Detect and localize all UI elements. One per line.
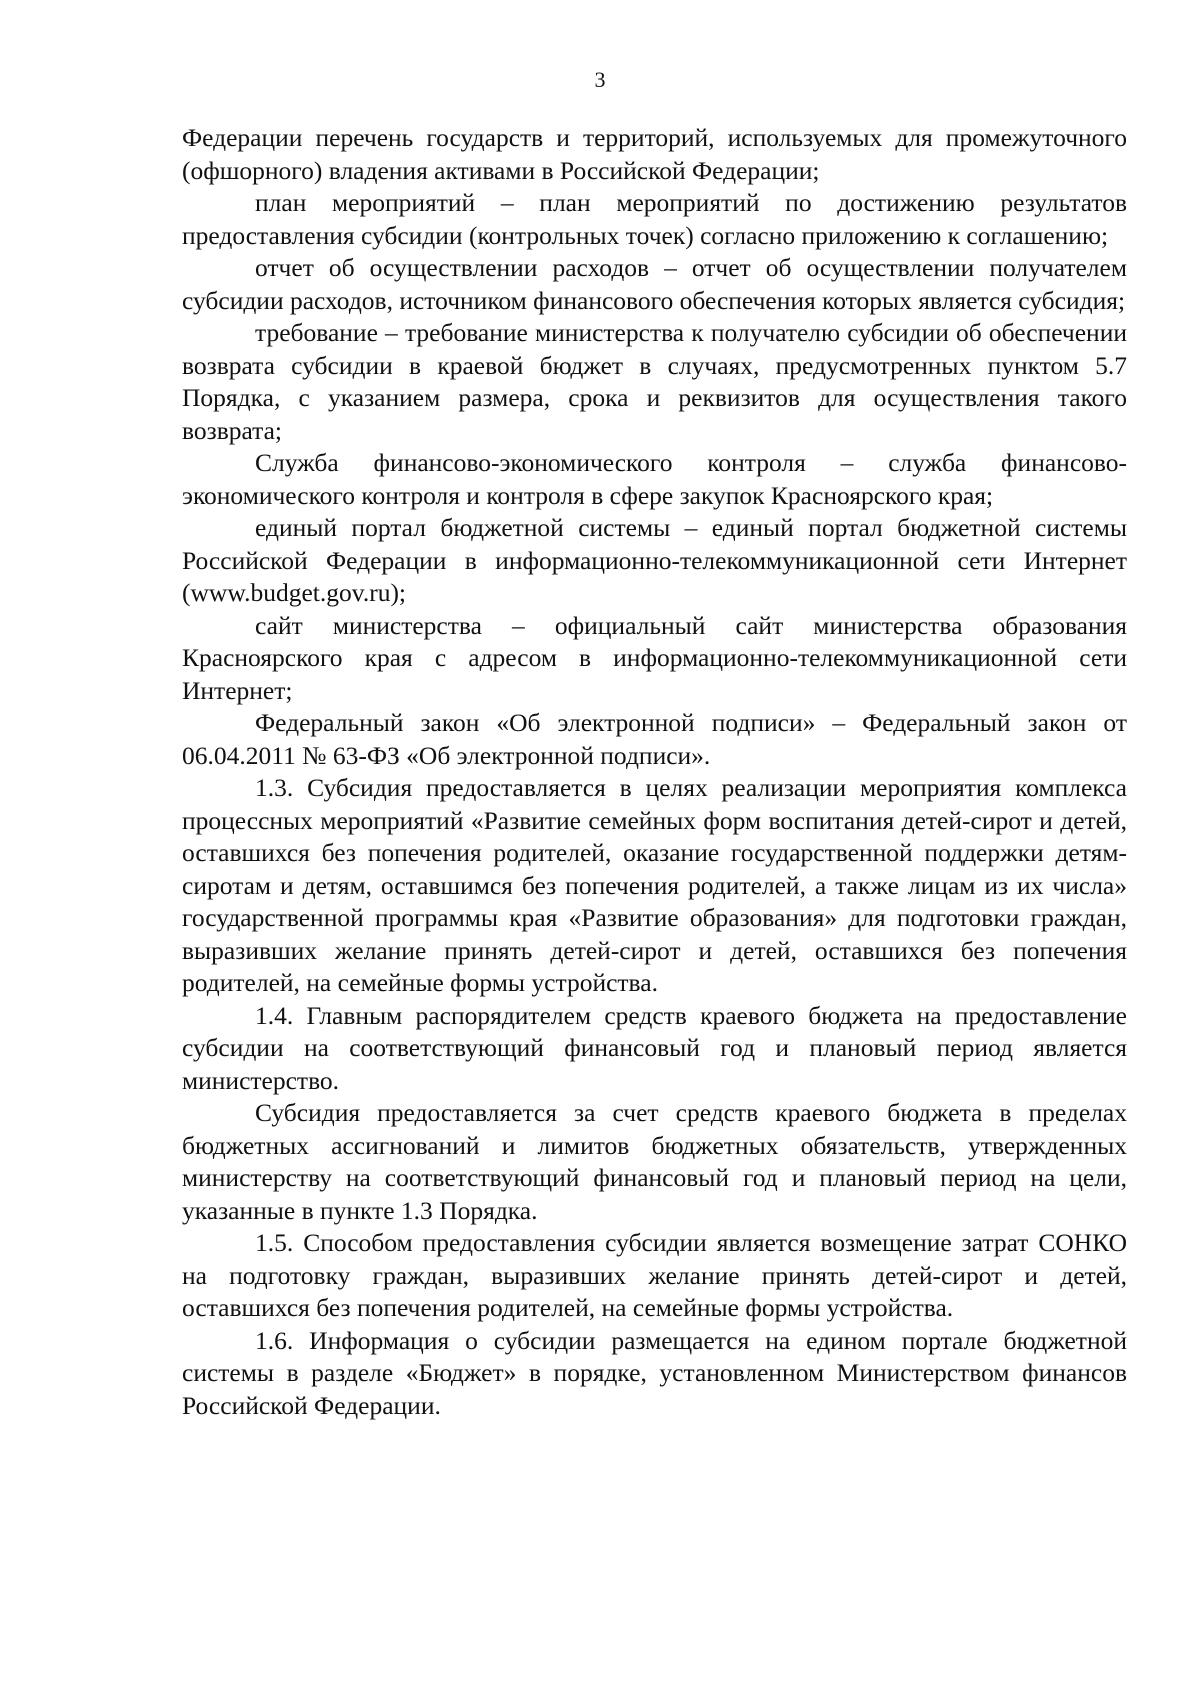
- paragraph: Субсидия предоставляется за счет средств краевого бюджета в пределах бюджетных ассигнований и лимитов бюджетных обязательств, утвержденных министерству на соответствующий финансовый год и плановый период на цели, указанные в пункте 1.3 Порядка.: [182, 1098, 1127, 1225]
- paragraph: план мероприятий – план мероприятий по достижению результатов предоставления субсидии (контрольных точек) согласно приложению к соглашению;: [182, 188, 1127, 250]
- paragraph: Служба финансово-экономического контроля – служба финансово-экономического контроля и контроля в сфере закупок Красноярского края;: [182, 448, 1127, 510]
- paragraph: 1.5. Способом предоставления субсидии является возмещение затрат СОНКО на подготовку граждан, выразивших желание принять детей-сирот и детей, оставшихся без попечения родителей, на семейные формы устройства.: [182, 1228, 1127, 1322]
- paragraph: 1.6. Информация о субсидии размещается на едином портале бюджетной системы в разделе «Бюджет» в порядке, установленном Министерством финансов Российской Федерации.: [182, 1325, 1127, 1420]
- paragraph: единый портал бюджетной системы – единый портал бюджетной системы Российской Федерации в информационно-телекоммуникационной сети Интернет (www.budget.gov.ru);: [182, 513, 1127, 607]
- page-number: 3: [594, 67, 606, 92]
- paragraph: 1.3. Субсидия предоставляется в целях реализации мероприятия комплекса процессных мероприятий «Развитие семейных форм воспитания детей-сирот и детей, оставшихся без попечения родителей, оказание государственной поддержки детям-сиротам и детям, оставшимся без попечения родителей, а также лицам из их числа» государственной программы края «Развитие образования» для подготовки граждан, выразивших желание принять детей-сирот и детей, оставшихся без попечения родителей, на семейные формы устройства.: [182, 773, 1127, 997]
- document-body: [182, 122, 1127, 1422]
- paragraph: требование – требование министерства к получателю субсидии об обеспечении возврата субсидии в краевой бюджет в случаях, предусмотренных пунктом 5.7 Порядка, с указанием размера, срока и реквизитов для осуществления такого возврата;: [182, 318, 1127, 445]
- paragraph: 1.4. Главным распорядителем средств краевого бюджета на предоставление субсидии на соответствующий финансовый год и плановый период является министерство.: [182, 1000, 1127, 1095]
- paragraph: Федеральный закон «Об электронной подписи» – Федеральный закон от 06.04.2011 № 63-ФЗ «Об электронной подписи».: [182, 708, 1127, 770]
- paragraph: отчет об осуществлении расходов – отчет об осуществлении получателем субсидии расходов, источником финансового обеспечения которых является субсидия;: [182, 253, 1127, 315]
- paragraph: сайт министерства – официальный сайт министерства образования Красноярского края с адресом в информационно-телекоммуникационной сети Интернет;: [182, 610, 1127, 705]
- paragraph: Федерации перечень государств и территорий, используемых для промежуточного (офшорного) владения активами в Российской Федерации;: [182, 123, 1127, 185]
